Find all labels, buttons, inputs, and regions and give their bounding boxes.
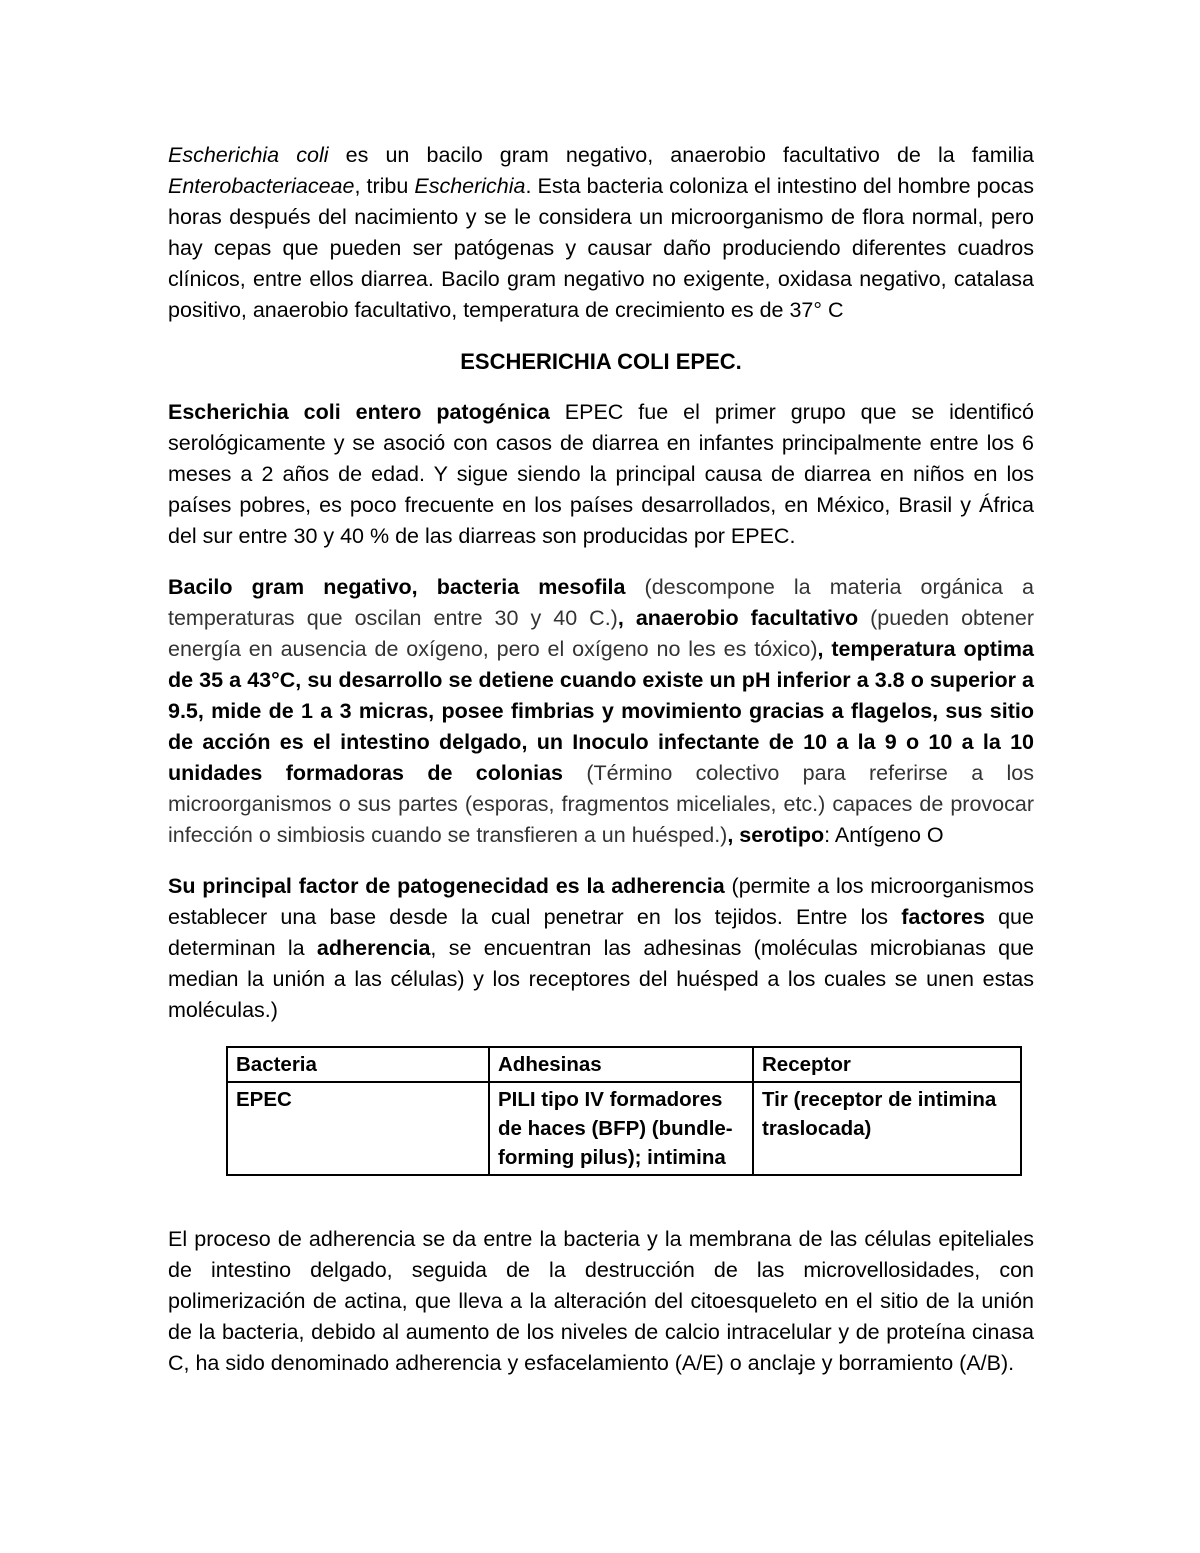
process-paragraph: El proceso de adherencia se da entre la bacteria y la membrana de las células epiteliales de intestino delgado, seguida de la destrucción de las microvellosidades, con polimerización de actina, que lleva a la alteración del citoesqueleto en el sitio de la unión de la bacteria, debido al aumento de los niveles de calcio intracelular y de proteína cinasa C, ha sido denominado adherencia y esfacelamiento (A/E) o anclaje y borramiento (A/B). — [168, 1227, 1034, 1375]
table-cell: PILI tipo IV formadores de haces (BFP) (bundle-forming pilus); intimina — [489, 1082, 753, 1175]
section-heading: ESCHERICHIA COLI EPEC. — [460, 349, 742, 374]
adherence-paragraph — [168, 871, 1034, 1026]
table-header-cell: Receptor — [753, 1047, 1021, 1082]
table-row — [227, 1082, 1021, 1175]
properties-paragraph — [168, 572, 1034, 851]
family-name: Enterobacteriaceae — [168, 174, 355, 198]
adherence-bold-1: Su principal factor de patogenecidad es la adherencia — [168, 874, 725, 898]
epec-text: EPEC fue el primer grupo que se identificó serológicamente y se asoció con casos de diarrea en infantes principalmente entre los 6 meses a 2 años de edad. Y sigue siendo la principal causa de diarrea en niños en los países pobres, es poco frecuente en los países desarrollados, en México, Brasil y África del sur entre 30 y 40 % de las diarreas son producidas por EPEC. — [168, 400, 1034, 548]
species-name: Escherichia coli — [168, 143, 329, 167]
props-bold-3: , temperatura optima de 35 a 43°C, su desarrollo se detiene cuando existe un pH inferior a 3.8 o superior a 9.5, mide de 1 a 3 micras, posee fimbrias y movimiento gracias a flagelos, sus sitio de acción es el intestino delgado, un Inoculo infectante de 10 a la 9 o 10 a la 10 unidades formadoras de colonias — [168, 637, 1034, 785]
adherence-bold-2: factores — [901, 905, 985, 929]
table-header-row — [227, 1047, 1021, 1082]
intro-paragraph — [168, 140, 1034, 326]
tribe-name: Escherichia — [414, 174, 526, 198]
props-bold-1: Bacilo gram negativo, bacteria mesofila — [168, 575, 626, 599]
epec-term: Escherichia coli entero patogénica — [168, 400, 550, 424]
props-bold-2: , anaerobio facultativo — [617, 606, 859, 630]
adherence-bold-3: adherencia — [316, 936, 431, 960]
props-text-4: : Antígeno O — [824, 823, 944, 847]
props-note-3: (Término colectivo para referirse a los microorganismos o sus partes (esporas, fragmentos miceliales, etc.) capaces de provocar infección o simbiosis cuando se transfieren a un huésped.) — [168, 761, 1034, 847]
adherence-text-1: (permite a los microorganismos establecer una base desde la cual penetrar en los tejidos. Entre los — [168, 874, 1034, 929]
intro-text-3: . Esta bacteria coloniza el intestino del hombre pocas horas después del nacimiento y se le considera un microorganismo de flora normal, pero hay cepas que pueden ser patógenas y causar daño produciendo diferentes cuadros clínicos, entre ellos diarrea. Bacilo gram negativo no exigente, oxidasa negativo, catalasa positivo, anaerobio facultativo, temperatura de crecimiento es de 37° C — [168, 174, 1034, 322]
document-page — [168, 140, 1034, 1399]
table-cell: EPEC — [227, 1082, 489, 1175]
table-header-cell: Adhesinas — [489, 1047, 753, 1082]
adherence-text-3: , se encuentran las adhesinas (moléculas microbianas que median la unión a las células) y los receptores del huésped a los cuales se unen estas moléculas.) — [168, 936, 1034, 1022]
epec-paragraph — [168, 397, 1034, 552]
adherence-text-2: que determinan la — [168, 905, 1034, 960]
intro-text-2: , tribu — [354, 174, 415, 198]
props-note-2: (pueden obtener energía en ausencia de oxígeno, pero el oxígeno no les es tóxico) — [168, 606, 1034, 661]
props-note-1: (descompone la materia orgánica a temperaturas que oscilan entre 30 y 40 C.) — [168, 575, 1034, 630]
adhesin-table — [226, 1046, 1022, 1176]
intro-text-1: es un bacilo gram negativo, anaerobio facultativo de la familia — [328, 143, 1034, 167]
table-header-cell: Bacteria — [227, 1047, 489, 1082]
props-bold-4: , serotipo — [727, 823, 825, 847]
table-cell: Tir (receptor de intimina traslocada) — [753, 1082, 1021, 1175]
